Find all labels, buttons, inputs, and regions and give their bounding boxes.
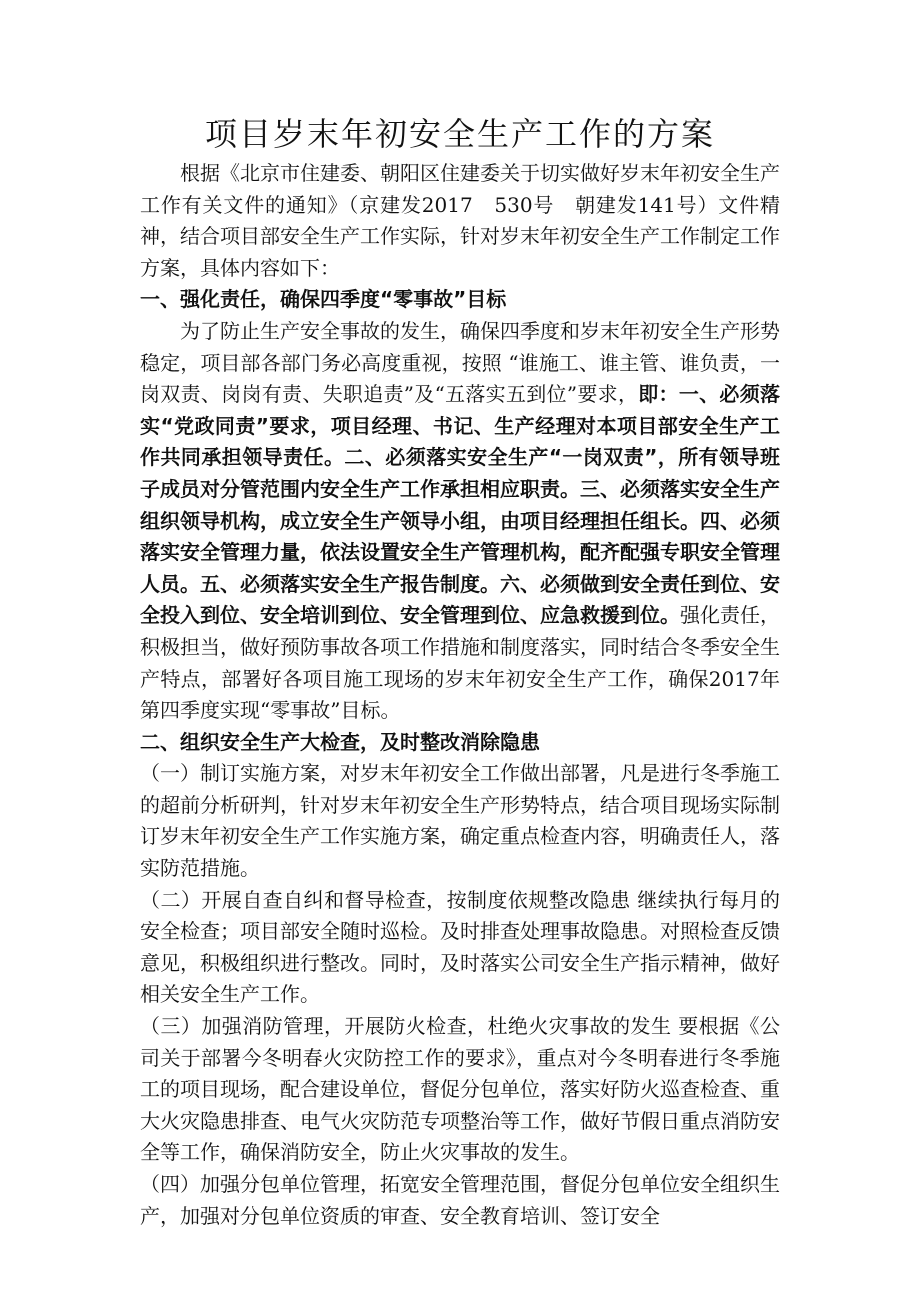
section-2-item-2: （二）开展自查自纠和督导检查，按制度依规整改隐患 继续执行每月的安全检查；项目部安全随时巡检。及时排查处理事故隐患。对照检查反馈意见，积极组织进行整改。同时，及时落实公司安全生产指示精神，做好相关安全生产工作。 bbox=[140, 887, 780, 1007]
section-1-lead: 为了防止生产安全事故的发生，确保四季度和岁末年初安全生产形势稳定，项目部各部门务必高度重视，按照 “谁施工、谁主管、谁负责，一岗双责、岗岗有责、失职追责”及“五落实五到位”要求， bbox=[140, 318, 780, 407]
section-1-heading: 一、强化责任，确保四季度“零事故”目标 bbox=[140, 287, 507, 312]
section-1-bold-requirements: 即：一、必须落实“党政同责”要求，项目经理、书记、生产经理对本项目部安全生产工作共同承担领导责任。二、必须落实安全生产“一岗双责”，所有领导班子成员对分管范围内安全生产工作承担相应职责。三、必须落实安全生产组织领导机构，成立安全生产领导小组，由项目经理担任组长。四、必须落实安全管理力量，依法设置安全生产管理机构，配齐配强专职安全管理人员。五、必须落实安全生产报告制度。六、必须做到安全责任到位、安全投入到位、安全培训到位、安全管理到位、应急救援到位。 bbox=[140, 382, 780, 628]
section-2-item-1: （一）制订实施方案，对岁末年初安全工作做出部署，凡是进行冬季施工的超前分析研判，针对岁末年初安全生产形势特点，结合项目现场实际制订岁末年初安全生产工作实施方案，确定重点检查内容，明确责任人，落实防范措施。 bbox=[140, 761, 780, 881]
section-1-paragraph bbox=[140, 316, 780, 727]
intro-paragraph: 根据《北京市住建委、朝阳区住建委关于切实做好岁末年初安全生产工作有关文件的通知》（京建发2017 530号 朝建发141号）文件精神，结合项目部安全生产工作实际，针对岁末年初安全生产工作制定工作方案，具体内容如下： bbox=[140, 161, 780, 280]
section-2-item-4: （四）加强分包单位管理，拓宽安全管理范围，督促分包单位安全组织生产，加强对分包单位资质的审查、安全教育培训、签订安全 bbox=[140, 1172, 780, 1228]
section-1-tail: 强化责任，积极担当，做好预防事故各项工作措施和制度落实，同时结合冬季安全生产特点，部署好各项目施工现场的岁末年初安全生产工作，确保2017年第四季度实现“零事故”目标。 bbox=[140, 603, 780, 723]
section-2-item-3: （三）加强消防管理，开展防火检查，杜绝火灾事故的发生 要根据《公司关于部署今冬明春火灾防控工作的要求》，重点对今冬明春进行冬季施工的项目现场，配合建设单位，督促分包单位，落实好防火巡查检查、重大火灾隐患排查、电气火灾防范专项整治等工作，做好节假日重点消防安全等工作，确保消防安全，防止火灾事故的发生。 bbox=[140, 1014, 780, 1165]
document-title: 项目岁末年初安全生产工作的方案 bbox=[204, 115, 715, 153]
section-2-heading: 二、组织安全生产大检查，及时整改消除隐患 bbox=[140, 729, 540, 754]
